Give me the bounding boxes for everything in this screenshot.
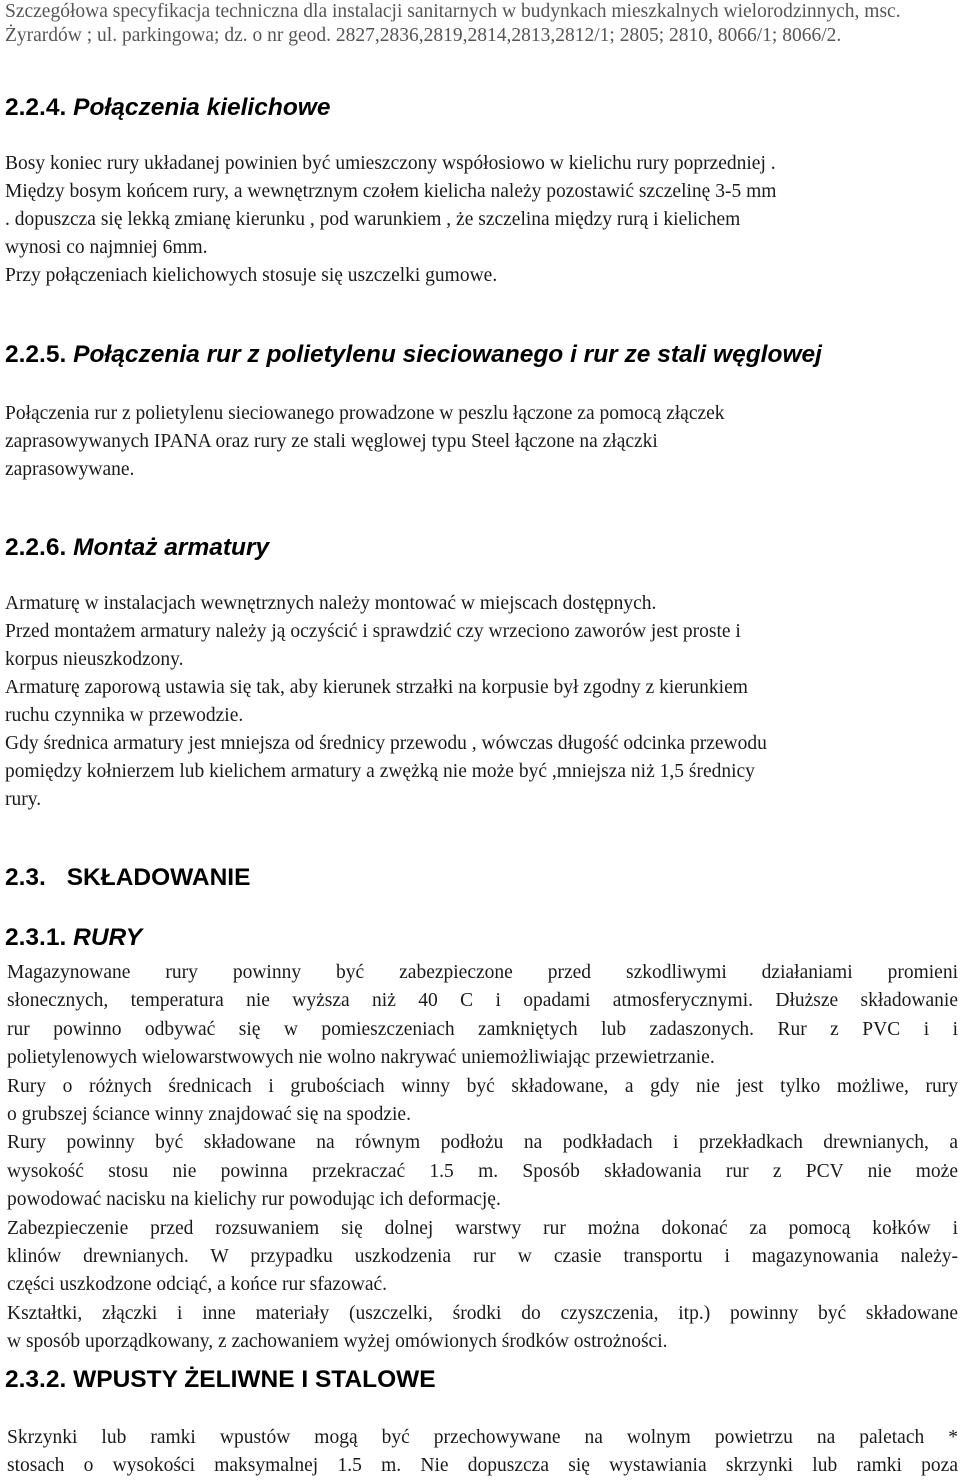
section-number: 2.2.5. bbox=[5, 341, 67, 368]
paragraph-line: Armaturę w instalacjach wewnętrznych należy montować w miejscach dostępnych. bbox=[5, 593, 657, 614]
paragraph-line: stosach o wysokości maksymalnej 1.5 m. Nie dopuszcza się wystawiania skrzynki lub ramki poza bbox=[7, 1455, 958, 1477]
paragraph-line: części uszkodzone odciąć, a końce rur sfazować. bbox=[7, 1274, 388, 1296]
paragraph-line: Przed montażem armatury należy ją oczyścić i sprawdzić czy wrzeciono zaworów jest proste i bbox=[5, 621, 741, 642]
section-title: RURY bbox=[73, 924, 143, 951]
running-header bbox=[5, 0, 955, 48]
section-heading-2-3-1 bbox=[5, 923, 142, 953]
header-line-2: Żyrardów ; ul. parkingowa; dz. o nr geod. 2827,2836,2819,2814,2813,2812/1; 2805; 2810, 8066/1; 8066/2. bbox=[5, 25, 842, 46]
paragraph-line: . dopuszcza się lekką zmianę kierunku , pod warunkiem , że szczelina między rurą i kielichem bbox=[5, 209, 741, 230]
paragraph-line: zaprasowywanych IPANA oraz rury ze stali węglowej typu Steel łączone na złączki bbox=[5, 431, 658, 452]
section-title: Połączenia rur z polietylenu sieciowanego i rur ze stali węglowej bbox=[73, 341, 822, 368]
paragraph-line: klinów drewnianych. W przypadku uszkodzenia rur w czasie transportu i magazynowania należy- bbox=[7, 1246, 958, 1268]
paragraph-line: rury. bbox=[5, 789, 42, 810]
section-title: SKŁADOWANIE bbox=[66, 864, 251, 891]
paragraph-line: powodować nacisku na kielichy rur powodując ich deformację. bbox=[7, 1189, 501, 1211]
section-number: 2.3.1. bbox=[5, 924, 67, 951]
paragraph-line: w sposób uporządkowany, z zachowaniem wyżej omówionych środków ostrożności. bbox=[7, 1331, 668, 1353]
section-title: Montaż armatury bbox=[73, 534, 270, 561]
section-heading-2-2-4 bbox=[5, 93, 330, 123]
section-title: WPUSTY ŻELIWNE I STALOWE bbox=[73, 1366, 436, 1393]
paragraph-line: wysokość stosu nie powinna przekraczać 1.5 m. Sposób składowania rur z PCV nie może bbox=[7, 1160, 958, 1182]
paragraph-line: Połączenia rur z polietylenu sieciowanego prowadzone w peszlu łączone za pomocą złączek bbox=[5, 403, 725, 424]
paragraph-line: Kształtki, złączki i inne materiały (uszczelki, środki do czyszczenia, itp.) powinny być składowane bbox=[7, 1302, 958, 1324]
paragraph-line: polietylenowych wielowarstwowych nie wolno nakrywać uniemożliwiając przewietrzanie. bbox=[7, 1047, 715, 1069]
paragraph-2-3-2 bbox=[7, 1424, 958, 1481]
paragraph-line: wynosi co najmniej 6mm. bbox=[5, 237, 208, 258]
paragraph-2-2-5 bbox=[5, 400, 955, 484]
paragraph-line: zaprasowywane. bbox=[5, 459, 135, 480]
paragraph-line: Zabezpieczenie przed rozsuwaniem się dolnej warstwy rur można dokonać za pomocą kołków i bbox=[7, 1217, 958, 1239]
paragraph-line: Rury o różnych średnicach i grubościach winny być składowane, a gdy nie jest tylko możliwe, rury bbox=[7, 1075, 958, 1097]
header-line-1: Szczegółowa specyfikacja techniczna dla instalacji sanitarnych w budynkach mieszkalnych wielorodzinnych, msc. bbox=[5, 1, 901, 22]
section-heading-2-3-2 bbox=[5, 1365, 436, 1395]
paragraph-line: Armaturę zaporową ustawia się tak, aby kierunek strzałki na korpusie był zgodny z kierunkiem bbox=[5, 677, 748, 698]
section-heading-2-3 bbox=[5, 863, 250, 893]
paragraph-2-2-6 bbox=[5, 590, 955, 814]
paragraph-line: rur powinno odbywać się w pomieszczeniach zamkniętych lub zadaszonych. Rur z PVC i i bbox=[7, 1018, 958, 1040]
section-number: 2.2.4. bbox=[5, 94, 67, 121]
paragraph-line: ruchu czynnika w przewodzie. bbox=[5, 705, 244, 726]
paragraph-2-2-4 bbox=[5, 150, 955, 290]
paragraph-line: Przy połączeniach kielichowych stosuje się uszczelki gumowe. bbox=[5, 265, 498, 286]
paragraph-line: Rury powinny być składowane na równym podłożu na podkładach i przekładkach drewnianych, a bbox=[7, 1132, 958, 1154]
paragraph-line: Skrzynki lub ramki wpustów mogą być przechowywane na wolnym powietrzu na paletach * bbox=[7, 1427, 958, 1448]
paragraph-line: pomiędzy kołnierzem lub kielichem armatury a zwężką nie może być ,mniejsza niż 1,5 średnicy bbox=[5, 761, 755, 782]
section-heading-2-2-5 bbox=[5, 340, 822, 370]
paragraph-line: korpus nieuszkodzony. bbox=[5, 649, 184, 670]
section-heading-2-2-6 bbox=[5, 533, 269, 563]
paragraph-line: Bosy koniec rury układanej powinien być umieszczony współosiowo w kielichu rury poprzedniej . bbox=[5, 153, 776, 174]
section-number: 2.3.2. bbox=[5, 1366, 67, 1393]
section-number: 2.2.6. bbox=[5, 534, 67, 561]
section-title: Połączenia kielichowe bbox=[73, 94, 331, 121]
paragraph-line: Między bosym końcem rury, a wewnętrznym czołem kielicha należy pozostawić szczelinę 3-5 mm bbox=[5, 181, 777, 202]
paragraph-line: słonecznych, temperatura nie wyższa niż 40 C i opadami atmosferycznymi. Dłuższe składowanie bbox=[7, 990, 958, 1012]
paragraph-line: o grubszej ściance winny znajdować się na spodzie. bbox=[7, 1104, 411, 1126]
paragraph-2-3-1 bbox=[7, 959, 958, 1357]
section-number: 2.3. bbox=[5, 864, 46, 891]
paragraph-line: Gdy średnica armatury jest mniejsza od średnicy przewodu , wówczas długość odcinka przewodu bbox=[5, 733, 767, 754]
paragraph-line: Magazynowane rury powinny być zabezpieczone przed szkodliwymi działaniami promieni bbox=[7, 962, 958, 983]
